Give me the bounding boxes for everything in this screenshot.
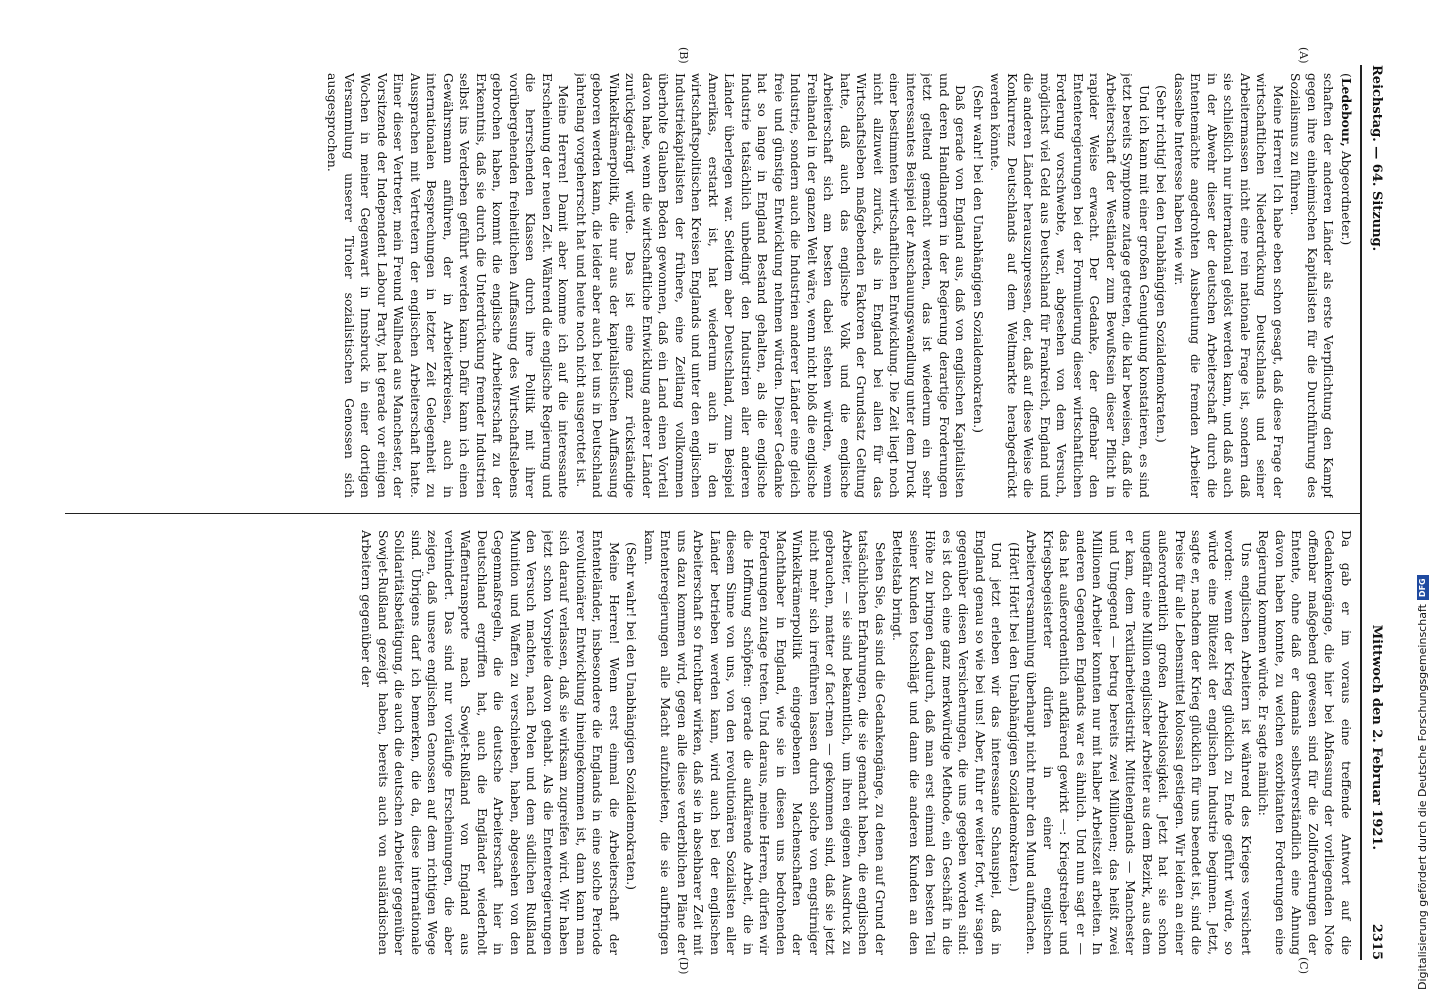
column-divider bbox=[65, 513, 1360, 514]
interjection: (Sehr wahr! bei den Unabhängigen Sozialdemokraten.) bbox=[971, 85, 986, 433]
digitization-credit bbox=[1412, 10, 1434, 990]
interjection: (Sehr richtig! bei den Unabhängigen Sozialdemokraten.) bbox=[1154, 85, 1170, 443]
header-date: Mittwoch den 2. Februar 1921. bbox=[1369, 624, 1384, 850]
scanned-page-frame bbox=[45, 45, 1390, 975]
margin-marker-d: (D) bbox=[677, 957, 690, 975]
paragraph: Meine Herren! Ich habe eben schon gesagt, daß diese Frage der wirtschaftlichen Niederdrückung Deutschlands und seiner Arbeitermassen nicht eine rein nationale Frage ist, sondern daß sie schließlich nur international gelöst werden kann, und daß auch in der Abwehr dieser der deutschen Arbeiterschaft durch die Ententemächte angedrohten Ausbeutung die fremden Arbeiter dasselbe Interesse haben wie wir. bbox=[1172, 73, 1286, 498]
paragraph: Meine Herren! Wenn erst einmal die Arbeiterschaft der Ententeländer, insbesondere die Englands in eine solche Periode revolutionärer Entwicklung hineingekommen ist, dann kann man sich darauf verlassen, daß sie wirksam zugreifen wird. Wir haben jetzt schon Vorspiele davon gehabt. Als die Ententeregierungen den Versuch machten, nach Polen und dem südlichen Rußland Munition und Waffen zu verschieben, haben, abgesehen von den Gegenmaßregeln, die die deutsche Arbeiterschaft hier in Deutschland ergriffen hat, auch die Engländer wiederholt Waffentransporte nach Sowjet-Rußland von England aus verhindert. Das sind nur vorläufige Erscheinungen, die aber zeigen, daß unsere englischen Genossen auf dem richtigen Wege sind. Übrigens darf ich bemerken, die da, diese internationale Solidaritätsbetätigung, die auch die deutschen Arbeiter gegenüber Sowjet-Rußland gezeigt haben, bereits auch von ausländischen Arbeitern gegenüber der bbox=[359, 530, 622, 955]
header-rule bbox=[1360, 65, 1362, 960]
right-column bbox=[60, 530, 1354, 955]
paragraph: Meine Herren! Damit aber komme ich auf die interessante Erscheinung der neuen Zeit. Während die englische Regierung und die herrschenden Klassen durch ihre Politik mit ihrer vorübergehenden freiheitlichen Auffassung des Wirtschaftslebens gebrochen haben, kommt die englische Arbeiterschaft zu der Erkenntnis, daß sie durch die Unterdrückung fremder Industrien selbst ins Verderben geführt werden kann. Dafür kann ich einen Gewährsmann anführen, der in Arbeiterkreisen, auch in internationalen Besprechungen in letzter Zeit Gelegenheit zu Aussprachen mit Vertretern der englischen Arbeiterschaft hatte. Einer dieser Vertreter, mein Freund Wallhead aus Manchester, der Vorsitzende der Independent Labour Party, hat gerade vor einigen Wochen in meiner Gegenwart in Innsbruck in einer dortigen Versammlung unserer Tiroler sozialistischen Genossen sich ausgesprochen. bbox=[325, 73, 572, 498]
credit-text: Digitalisierung gefördert durch die Deutsche Forschungsgemeinschaft bbox=[1416, 604, 1429, 990]
speaker-name: Ledebour, bbox=[1339, 77, 1354, 147]
paragraph: Und jetzt erleben wir das interessante Schauspiel, daß in England genau so wie bei uns! Aber, fuhr er weiter fort, wir sagen gegenüber diesen Versicherungen, die uns gegeben worden sind: es ist doch eine ganz merkwürdige Methode, ein Geschäft in die Höhe zu bringen dadurch, daß man erst einmal den besten Teil seiner Kunden totschlägt und dann die anderen Kunden an den Bettelstab bringt. bbox=[890, 530, 1005, 955]
margin-marker-a: (A) bbox=[1297, 47, 1310, 64]
paragraph: schaften der anderen Länder als erste Verpflichtung den Kampf gegen ihre einheimischen Kapitalisten für die Durchführung des Sozialismus zu führen. bbox=[1288, 73, 1337, 498]
paragraph: Da gab er im voraus eine treffende Antwort auf die Gedankengänge, die hier bei Abfassung der vorliegenden Note offenbar maßgebend gewesen sind für die Zollforderungen der Entente, ohne daß er damals selbstverständlich eine Ahnung davon haben konnte, zu welchen exorbitanten Forderungen eine Regierung kommen würde. Er sagte nämlich: bbox=[1256, 530, 1354, 955]
page-header bbox=[1362, 65, 1390, 960]
paragraph: Sehen Sie, das sind die Gedankengänge, zu denen auf Grund der tatsächlichen Erfahrungen, die sie gemacht haben, die englischen Arbeiter, — sie sind bekanntlich, um ihren eigenen Ausdruck zu gebrauchen, matter of fact-men — gekommen sind, daß sie jetzt nicht mehr sich irreführen lassen durch solche von engstirniger Winkelkrämerpolitik eingegebenen Machenschaften der Machthaber in England, wie sie in diesen uns bedrohenden Forderungen zutage treten. Und daraus, meine Herren, dürfen wir die Hoffnung schöpfen: gerade die aufklärende Arbeit, die in diesem Sinne von uns, von den revolutionären Sozialisten aller Länder betrieben werden kann, wird auch bei der englischen Arbeiterschaft so fruchtbar wirken, daß sie in absehbarer Zeit mit uns dazu kommen wird, gegen alle diese verderblichen Pläne der Ententeregierungen alle Macht aufzubieten, die sie aufbringen kann. bbox=[642, 530, 888, 955]
paragraph: Und ich kann mit einer großen Genugtuung konstatieren, es sind jetzt bereits Symptome zutage getreten, die klar beweisen, daß die Arbeiterschaft der Westländer zum Bewußtsein dieser Pflicht in rapider Weise erwacht. Der Gedanke, der offenbar den Ententeregierungen bei der Formulierung dieser wirtschaftlichen Forderung vorschwebte, war, abgesehen von dem Versuch, möglichst viel Geld aus Deutschland für Frankreich, England und die anderen Länder herauszupressen, der, daß auf diese Weise die Konkurrenz Deutschlands auf dem Weltmarkte herabgedrückt werden könnte. bbox=[988, 73, 1152, 498]
credit-text-rotated bbox=[1412, 10, 1434, 990]
header-left: Reichstag. — 64. Sitzung. bbox=[1369, 65, 1384, 252]
speaker-role: Abgeordneter.) bbox=[1339, 150, 1354, 246]
quoted-paragraph: Uns englischen Arbeitern ist während des Krieges versichert worden: wenn der Krieg glücklich zu Ende geführt würde, so würde eine Blütezeit der englischen Industrie beginnen. Jetzt, sagte er, nachdem der Krieg glücklich für uns beendet ist, sind die Preise für alle Lebensmittel kolossal gestiegen. Wir leiden an einer außerordentlich großen Arbeitslosigkeit. Jetzt hat sie schon ungefähr eine Million englischer Arbeiter aus dem Bezirk, aus dem er kam, dem Textilarbeiterdistrikt Mittelenglands — Manchester und Umgegend — betrug bereits zwei Millionen; das heißt zwei Millionen Arbeiter konnten nur mit halber Arbeitszeit arbeiten. In anderen Gegenden Englands war es ähnlich. Und nun sagt er — das hat außerordentlich aufklärend gewirkt —: Kriegstreiber und Kriegsbegeisterter dürfen in einer englischen Arbeiterversammlung überhaupt nicht mehr den Mund aufmachen. bbox=[1024, 530, 1254, 955]
left-column bbox=[60, 73, 1354, 498]
interjection: (Hört! Hört! bei den Unabhängigen Sozialdemokraten.) bbox=[1007, 542, 1022, 892]
speaker-line: (Ledebour, Abgeordneter.) bbox=[1339, 73, 1354, 246]
margin-marker-b: (B) bbox=[677, 47, 690, 64]
page-number: 2315 bbox=[1369, 923, 1384, 960]
margin-marker-c: (C) bbox=[1297, 957, 1310, 974]
paragraph: Daß gerade von England aus, daß von englischen Kapitalisten und deren Handlangern in der Regierung derartige Forderungen jetzt geltend gemacht werden, das ist wiederum ein sehr interessantes Beispiel der Anschauungswandlung unter dem Druck einer bestimmten wirtschaftlichen Entwicklung. Die Zeit liegt noch nicht allzuweit zurück, als in England bei allen für das Wirtschaftsleben maßgebenden Faktoren der Grundsatz Geltung hatte, daß auch das englische Volk und die englische Arbeiterschaft sich am besten dabei stehen würden, wenn Freihandel in der ganzen Welt wäre, wenn nicht bloß die englische Industrie, sondern auch die Industrien anderer Länder eine gleich freie und günstige Entwicklung nehmen würden. Dieser Gedanke hat so lange in England Bestand gehalten, als die englische Industrie tatsächlich unbedingt den Industrien aller anderen Länder überlegen war. Seitdem aber Deutschland, zum Beispiel Amerikas, erstarkt ist, hat wiederum auch in den wirtschaftspolitischen Kreisen Englands und unter den englischen Industriekapitalisten der frühere, eine Zeitlang vollkommen überholte Glauben Boden gewonnen, daß ein Land einen Vorteil davon habe, wenn die wirtschaftliche Entwicklung anderer Länder zurückgedrängt würde. Das ist eine ganz rückständige Winkelkrämerpolitik, die nur aus der kapitalistischen Auffassung geboren werden kann, die leider aber auch bei uns in Deutschland jahrelang vorgeherrscht hat und heute noch nicht ausgerottet ist. bbox=[574, 73, 969, 498]
interjection: (Sehr wahr! bei den Unabhängigen Sozialdemokraten.) bbox=[624, 542, 640, 890]
dfg-logo: DFG bbox=[1417, 575, 1429, 600]
rotated-page bbox=[45, 45, 1390, 975]
